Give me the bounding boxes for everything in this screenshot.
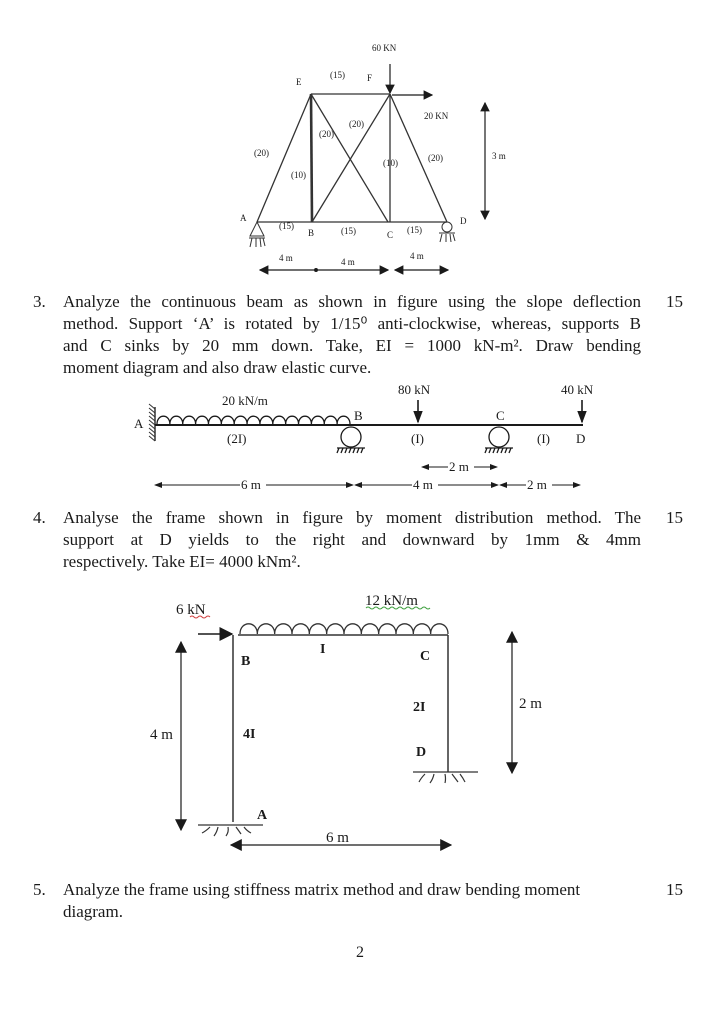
text-line: Analyze the continuous beam as shown in figure using the slope deflection [63,292,641,311]
member-label-EC: (20) [319,129,334,139]
text-line: diagram. [63,902,123,921]
udl-loops [240,624,448,634]
node-B: B [308,228,315,238]
dim-AB-label: 6 m [241,477,261,492]
text-line: and C sinks by 20 mm down. Take, EI = 1000 kN-m². Draw bending [63,336,641,355]
node-D: D [576,431,586,446]
node-C: C [496,408,505,423]
span-label-1: 4 m [279,253,293,263]
member-label-FD: (20) [428,153,443,163]
member-label-AB: (15) [279,221,294,231]
node-B: B [241,654,251,669]
height-dim-label: 3 m [492,151,506,161]
dim-CD-label: 2 m [527,477,547,492]
page-number: 2 [356,944,364,961]
question-text [63,879,641,923]
fixed-support-A [198,825,263,836]
section-BC: I [320,642,326,657]
member-label-BF: (20) [349,119,364,129]
question-marks: 15 [666,508,683,527]
node-A: A [134,416,144,431]
node-D: D [416,745,427,760]
text-line: moment diagram and also draw elastic curve. [63,358,372,377]
question-number: 5. [33,880,46,899]
load-6kn-label: 6 kN [176,602,206,618]
section-CD: 2I [413,700,426,715]
question-marks: 15 [666,292,683,311]
node-F: F [367,73,373,83]
text-line: respectively. Take EI= 4000 kNm². [63,552,301,571]
span-label-2: 4 m [341,257,355,267]
member-label-CD: (15) [407,225,422,235]
text-line: method. Support ‘A’ is rotated by 1/15⁰ anti-clockwise, whereas, supports B [63,314,641,333]
node-B: B [354,408,363,423]
load-80kn-label: 80 kN [398,382,431,397]
member-label-BC: (15) [341,226,356,236]
udl-label: 20 kN/m [222,393,268,408]
load-40kn-label: 40 kN [561,382,594,397]
text-line: support at D yields to the right and downward by 1mm & 4mm [63,530,641,549]
member-label-EB: (10) [291,170,306,180]
text-line: Analyse the frame shown in figure by moment distribution method. The [63,508,641,527]
section-AB: 4I [243,727,256,742]
section-CD: (I) [537,431,550,446]
text-line: Analyze the frame using stiffness matrix method and draw bending moment [63,880,581,899]
node-C: C [420,649,431,664]
dim-left-height-label: 4 m [150,727,173,743]
member-label-FC: (10) [383,158,398,168]
node-A: A [240,213,247,223]
question-marks: 15 [666,880,683,899]
node-E: E [296,77,302,87]
dim-span-label: 6 m [326,830,349,846]
question-number: 4. [33,508,46,527]
node-A: A [257,808,268,823]
node-C: C [387,230,394,240]
span-label-3: 4 m [410,251,424,261]
dim-right-height-label: 2 m [519,696,542,712]
load-60kn-label: 60 KN [372,43,397,53]
section-AB: (2I) [227,431,247,446]
dim-BC-label: 4 m [413,477,433,492]
section-BC: (I) [411,431,424,446]
dim-load-offset-label: 2 m [449,459,469,474]
fixed-support-D [413,772,478,783]
node-D: D [460,216,467,226]
udl-label: 12 kN/m [365,593,418,609]
member-label-EF: (15) [330,70,345,80]
load-20kn-label: 20 KN [424,111,449,121]
question-number: 3. [33,292,46,311]
member-label-AE: (20) [254,148,269,158]
